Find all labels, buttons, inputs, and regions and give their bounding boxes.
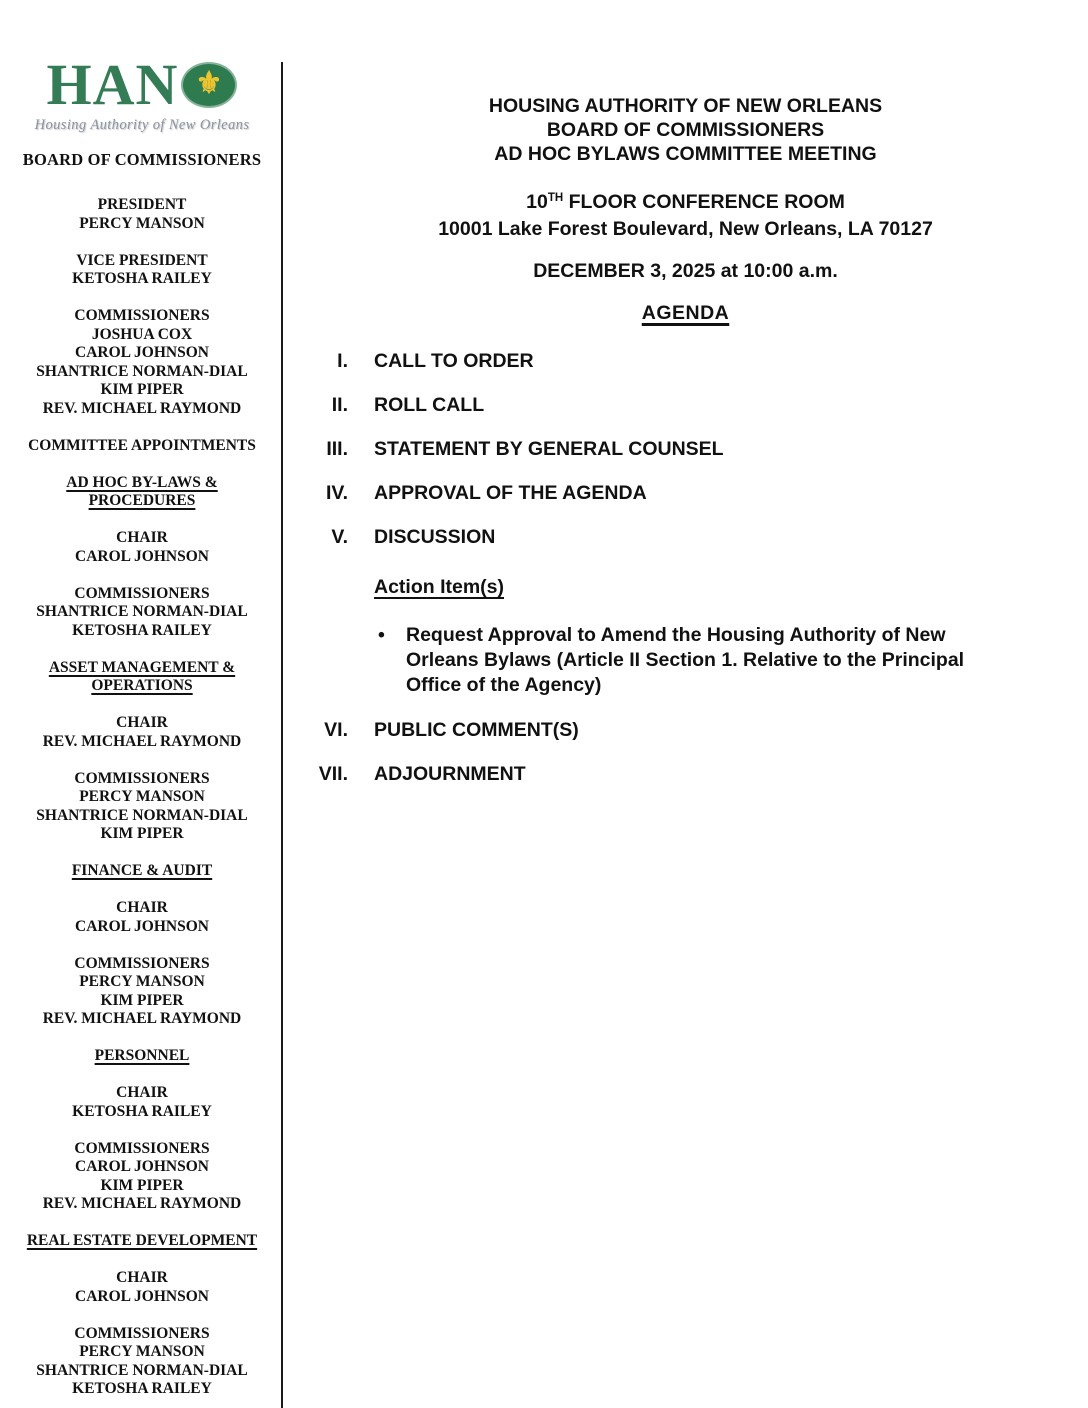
- agenda-item-label: CALL TO ORDER: [374, 350, 534, 372]
- agenda-item: [283, 762, 1088, 786]
- agenda-list: [283, 349, 1088, 786]
- sidebar-line: COMMISSIONERS: [74, 769, 210, 787]
- agenda-item-label: ADJOURNMENT: [374, 763, 526, 785]
- sidebar-line: COMMITTEE APPOINTMENTS: [28, 436, 256, 454]
- sidebar-line: CAROL JOHNSON: [75, 547, 209, 565]
- sidebar-section: [16, 955, 268, 1029]
- sidebar-line: VICE PRESIDENT: [76, 251, 208, 269]
- document-title-block: [283, 94, 1088, 166]
- sidebar-line: KIM PIPER: [100, 381, 184, 398]
- agenda-item-label: STATEMENT BY GENERAL COUNSEL: [374, 438, 724, 460]
- agenda-item-numeral: I.: [337, 350, 348, 372]
- sidebar: [16, 52, 268, 1399]
- sidebar-line: COMMISSIONERS: [74, 954, 210, 972]
- sidebar-section: [16, 252, 268, 289]
- sidebar-section: [16, 1140, 268, 1214]
- agenda-item-numeral: III.: [326, 438, 348, 460]
- sidebar-line: PROCEDURES: [88, 492, 196, 509]
- agenda-item-numeral: II.: [331, 394, 348, 416]
- agenda-item-label: ROLL CALL: [374, 394, 485, 416]
- sidebar-line: PERCY MANSON: [79, 973, 205, 990]
- ordinal-superscript: TH: [547, 192, 564, 204]
- sidebar-line: CHAIR: [116, 714, 168, 731]
- sidebar-line: CHAIR: [116, 1084, 168, 1101]
- sidebar-line: KETOSHA RAILEY: [72, 1102, 212, 1120]
- sidebar-section: [16, 437, 268, 456]
- sidebar-section: [16, 1047, 268, 1066]
- agenda-item-numeral: VI.: [324, 719, 348, 741]
- hano-logo-word: [46, 52, 238, 117]
- sidebar-section: [16, 899, 268, 936]
- meeting-address-line: 10001 Lake Forest Boulevard, New Orleans, LA 70127: [438, 218, 933, 240]
- sidebar-line: REV. MICHAEL RAYMOND: [42, 399, 242, 417]
- sidebar-title: BOARD OF COMMISSIONERS: [22, 150, 262, 169]
- agenda-item-label: DISCUSSION: [374, 526, 496, 548]
- sidebar-line: COMMISSIONERS: [74, 1139, 210, 1157]
- agenda-item: [283, 349, 1088, 373]
- hano-logo-tagline: Housing Authority of New Orleans: [34, 117, 250, 133]
- sidebar-line: CAROL JOHNSON: [75, 344, 209, 361]
- sidebar-line: KETOSHA RAILEY: [72, 621, 212, 639]
- agenda-item: [283, 437, 1088, 461]
- sidebar-line: REV. MICHAEL RAYMOND: [42, 1195, 242, 1212]
- sidebar-line: KIM PIPER: [100, 991, 184, 1009]
- sidebar-line: REV. MICHAEL RAYMOND: [42, 732, 242, 750]
- sidebar-line: KIM PIPER: [100, 1176, 184, 1194]
- sidebar-line: PERSONNEL: [94, 1047, 190, 1064]
- agenda-item-numeral: V.: [331, 526, 348, 548]
- sidebar-line: FINANCE & AUDIT: [71, 862, 213, 879]
- sidebar-section: [16, 1084, 268, 1121]
- agenda-item-numeral: VII.: [318, 763, 348, 785]
- sidebar-line: PRESIDENT: [97, 196, 187, 213]
- sidebar-section: [16, 196, 268, 233]
- document-title-line: BOARD OF COMMISSIONERS: [546, 119, 825, 141]
- sidebar-line: KETOSHA RAILEY: [72, 270, 212, 287]
- sidebar-line: OPERATIONS: [91, 677, 193, 694]
- agenda-item-numeral: IV.: [325, 482, 348, 504]
- agenda-item: [283, 393, 1088, 417]
- sidebar-section: [16, 770, 268, 844]
- sidebar-line: JOSHUA COX: [91, 325, 193, 343]
- sidebar-line: CAROL JOHNSON: [75, 1158, 209, 1175]
- document-title-line: AD HOC BYLAWS COMMITTEE MEETING: [494, 143, 877, 165]
- agenda-item: [283, 481, 1088, 505]
- sidebar-section: [16, 714, 268, 751]
- sidebar-section: [16, 862, 268, 881]
- meeting-location: [283, 190, 1088, 241]
- hano-logo: [16, 52, 268, 134]
- agenda-item: [283, 525, 1088, 549]
- sidebar-line: CHAIR: [116, 1269, 168, 1286]
- hano-logo-letters: HAN: [46, 52, 179, 117]
- agenda-item-label: PUBLIC COMMENT(S): [374, 719, 579, 741]
- sidebar-line: KIM PIPER: [100, 825, 184, 842]
- sidebar-line: SHANTRICE NORMAN-DIAL: [36, 603, 248, 620]
- sidebar-line: PERCY MANSON: [79, 1343, 205, 1360]
- sidebar-line: SHANTRICE NORMAN-DIAL: [36, 362, 248, 380]
- main-content: [283, 0, 1088, 786]
- sidebar-sections: [16, 196, 268, 1399]
- bullet-icon: •: [378, 624, 385, 646]
- sidebar-line: CHAIR: [116, 899, 168, 916]
- sidebar-section: [16, 585, 268, 641]
- meeting-datetime: DECEMBER 3, 2025 at 10:00 a.m.: [533, 260, 838, 282]
- sidebar-section: [16, 1269, 268, 1306]
- sidebar-line: KETOSHA RAILEY: [72, 1380, 212, 1397]
- action-item-bullet: [378, 623, 978, 698]
- sidebar-line: PERCY MANSON: [79, 214, 205, 232]
- sidebar-line: CHAIR: [116, 529, 168, 546]
- sidebar-section: [16, 659, 268, 696]
- sidebar-line: REV. MICHAEL RAYMOND: [42, 1010, 242, 1027]
- sidebar-line: COMMISSIONERS: [74, 1324, 210, 1342]
- sidebar-line: SHANTRICE NORMAN-DIAL: [36, 806, 248, 824]
- sidebar-line: SHANTRICE NORMAN-DIAL: [36, 1361, 248, 1379]
- sidebar-section: [16, 474, 268, 511]
- fleur-de-lis-icon: ⚜: [195, 67, 224, 100]
- hano-logo-o: [181, 62, 237, 108]
- sidebar-section: [16, 307, 268, 418]
- sidebar-section: [16, 1325, 268, 1399]
- action-item-text: Request Approval to Amend the Housing Authority of New Orleans Bylaws (Article II Section 1. Relative to the Principal Office of the Agency): [406, 624, 965, 696]
- sidebar-line: CAROL JOHNSON: [75, 917, 209, 935]
- sidebar-line: COMMISSIONERS: [74, 307, 210, 324]
- document-title-line: HOUSING AUTHORITY OF NEW ORLEANS: [488, 95, 883, 117]
- sidebar-line: REAL ESTATE DEVELOPMENT: [26, 1232, 258, 1249]
- sidebar-line: PERCY MANSON: [79, 788, 205, 805]
- sidebar-line: COMMISSIONERS: [74, 584, 210, 602]
- action-items-heading: Action Item(s): [374, 576, 505, 598]
- agenda-title: AGENDA: [641, 302, 730, 324]
- sidebar-line: CAROL JOHNSON: [75, 1287, 209, 1305]
- sidebar-section: [16, 1232, 268, 1251]
- agenda-item: [283, 718, 1088, 742]
- sidebar-section: [16, 529, 268, 566]
- meeting-room-line: 10TH FLOOR CONFERENCE ROOM: [526, 191, 845, 213]
- agenda-item-label: APPROVAL OF THE AGENDA: [374, 482, 647, 504]
- sidebar-line: AD HOC BY-LAWS &: [66, 473, 218, 491]
- sidebar-line: ASSET MANAGEMENT &: [48, 658, 236, 676]
